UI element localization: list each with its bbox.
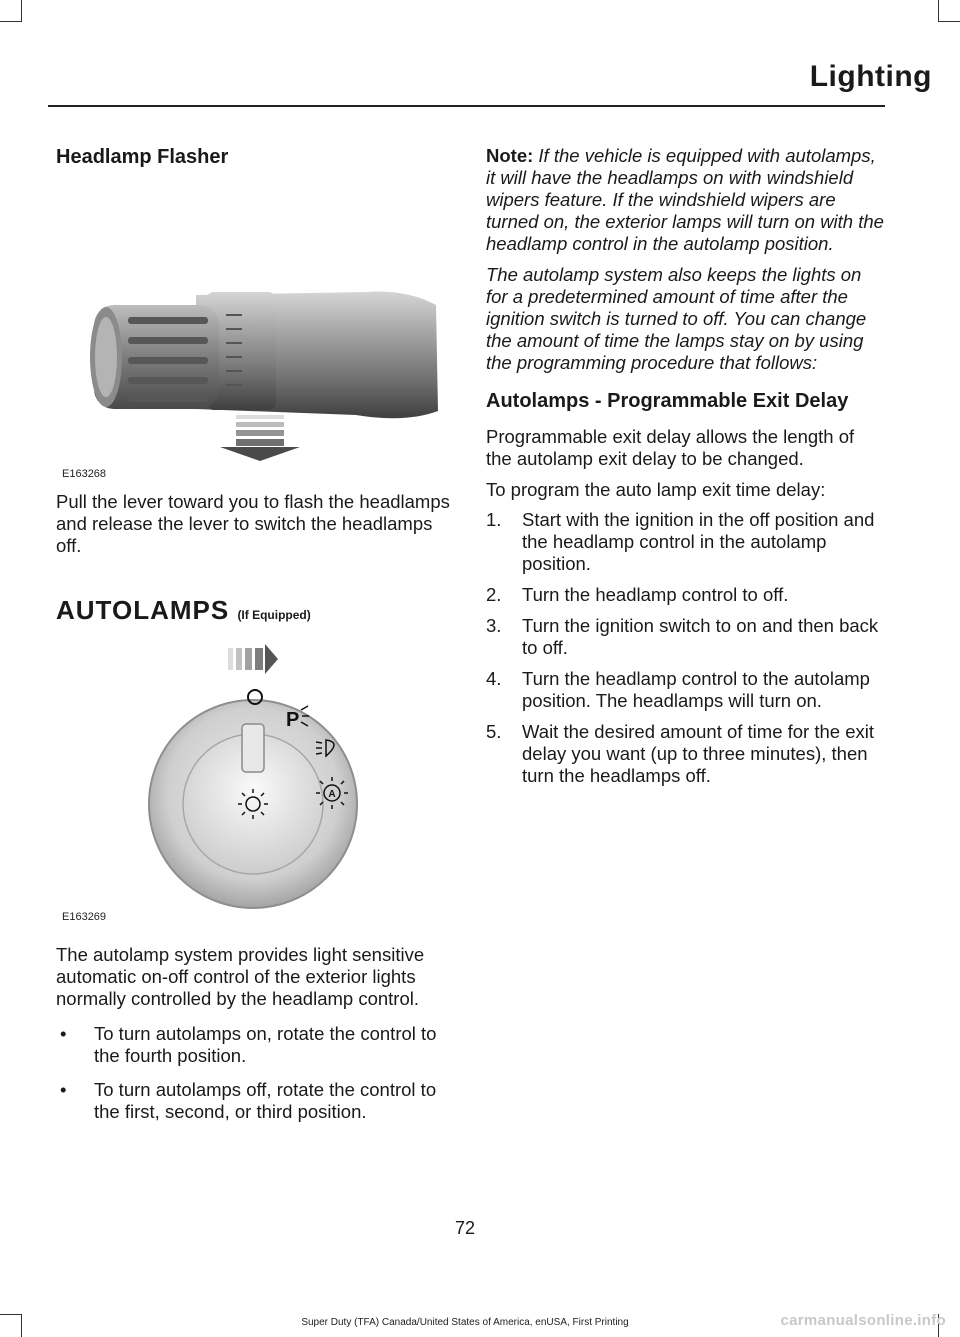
bullet-text: To turn autolamps off, rotate the control to the first, second, or third position.	[94, 1079, 437, 1122]
heading-headlamp-flasher: Headlamp Flasher	[56, 146, 229, 168]
step-number: 5.	[486, 721, 502, 742]
step-text: Start with the ignition in the off position and the headlamp control in the autolamp position.	[522, 509, 875, 574]
step-number: 3.	[486, 615, 502, 636]
heading-qualifier: (If Equipped)	[237, 608, 311, 622]
program-steps-list	[486, 509, 884, 787]
bullet-mark: •	[60, 1023, 67, 1044]
bullet-text: To turn autolamps on, rotate the control to the fourth position.	[94, 1023, 437, 1066]
figure-code: E163269	[62, 911, 107, 923]
list-item	[486, 615, 884, 659]
parking-lamp-icon: P	[286, 709, 300, 731]
note-paragraph-2: The autolamp system also keeps the lights on for a predetermined amount of time after the ignition switch is turned to off. You can change the amount of time the lamps stay on by using the programming procedure that follows:	[486, 264, 867, 373]
multifunction-lever-illustration	[56, 177, 452, 467]
autolamps-intro-paragraph: The autolamp system provides light sensitive automatic on-off control of the exterior lights normally controlled by the headlamp control.	[56, 944, 425, 1009]
auto-label: A	[328, 789, 336, 800]
list-item	[56, 1023, 452, 1067]
page-number: 72	[454, 1218, 476, 1238]
header-rule	[48, 105, 885, 107]
list-item	[486, 721, 884, 787]
note-text: If the vehicle is equipped with autolamps, it will have the headlamps on with windshield wipers feature. If the windshield wipers are turned on, the exterior lamps will turn on with the headlamp control in the autolamp position.	[486, 145, 884, 254]
step-number: 2.	[486, 584, 502, 605]
note-label: Note:	[486, 145, 534, 166]
flasher-paragraph: Pull the lever toward you to flash the headlamps and release the lever to switch the headlamps off.	[56, 491, 450, 556]
list-item	[486, 584, 884, 606]
crop-mark	[0, 1314, 22, 1315]
exit-delay-paragraph: Programmable exit delay allows the length of the autolamp exit delay to be changed.	[486, 426, 855, 469]
heading-autolamps-text: AUTOLAMPS	[56, 595, 230, 625]
page-title: Lighting	[809, 60, 932, 93]
autolamp-switch-figure	[56, 644, 452, 926]
heading-autolamps	[56, 595, 452, 630]
watermark: carmanualsonline.info	[780, 1312, 946, 1329]
bullet-mark: •	[60, 1079, 67, 1100]
list-item	[486, 668, 884, 712]
program-intro-paragraph: To program the auto lamp exit time delay:	[486, 479, 826, 500]
right-column	[486, 145, 884, 796]
step-number: 1.	[486, 509, 502, 530]
step-text: Turn the ignition switch to on and then back to off.	[522, 615, 879, 658]
heading-exit-delay: Autolamps - Programmable Exit Delay	[486, 390, 849, 412]
pull-arrow-icon	[220, 415, 300, 461]
crop-mark	[938, 0, 939, 22]
crop-mark	[0, 21, 22, 22]
left-column	[56, 145, 452, 1135]
footer-edition: Super Duty (TFA) Canada/United States of America, enUSA, First Printing	[301, 1317, 629, 1328]
crop-mark	[938, 21, 960, 22]
step-text: Turn the headlamp control to the autolamp position. The headlamps will turn on.	[522, 668, 870, 711]
autolamps-bullet-list	[56, 1023, 452, 1123]
crop-mark	[21, 0, 22, 22]
rotate-arrow-icon	[228, 644, 278, 674]
step-text: Wait the desired amount of time for the exit delay you want (up to three minutes), then turn the headlamps off.	[522, 721, 875, 786]
list-item	[56, 1079, 452, 1123]
step-text: Turn the headlamp control to off.	[522, 584, 789, 605]
step-number: 4.	[486, 668, 502, 689]
list-item	[486, 509, 884, 575]
note-paragraph	[486, 145, 884, 255]
figure-code: E163268	[62, 468, 107, 480]
headlamp-flasher-figure	[56, 177, 452, 480]
headlamp-switch-illustration	[56, 644, 452, 918]
